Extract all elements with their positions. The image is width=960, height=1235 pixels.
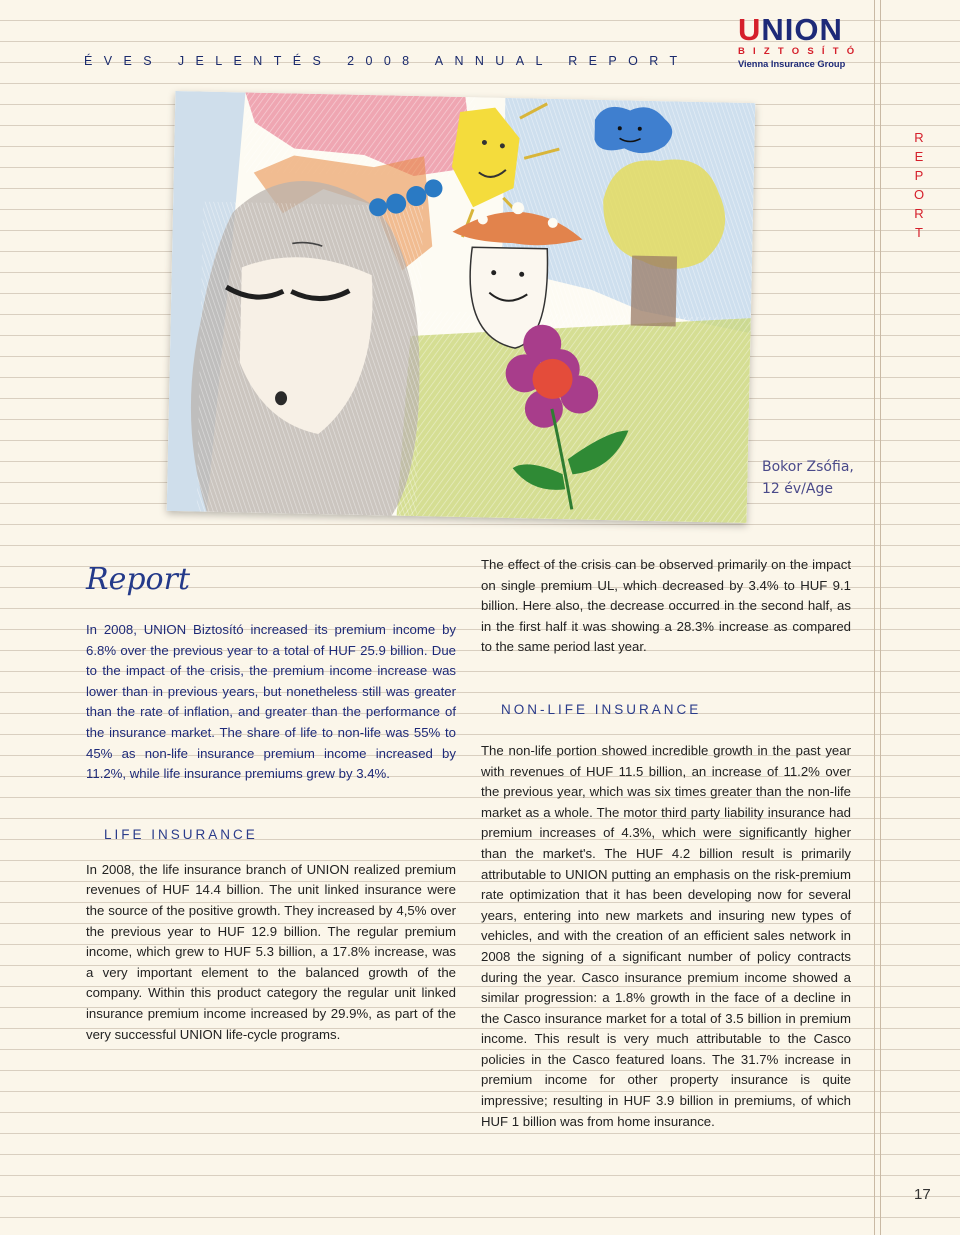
report-heading: Report: [86, 562, 191, 597]
life-insurance-paragraph: In 2008, the life insurance branch of UNION realized premium revenues of HUF 14.4 billion. The unit linked insurance were the source of the positive growth. They increased by 4,5% over the previous year to HUF 12.9 billion. The regular premium income, which grew to HUF 5.3 billion, a 17.8% increase, was a very important element to the balanced growth of the company. Within this product category the regular unit linked insurance premium income increased by 29.9%, as part of the very successful UNION life-cycle programs.: [86, 861, 456, 1042]
side-section-label: [912, 128, 926, 242]
union-logo: [738, 12, 863, 71]
side-label-letter: R: [914, 206, 924, 221]
page-margin-line: [874, 0, 875, 1235]
life-insurance-heading: LIFE INSURANCE: [104, 826, 258, 842]
logo-biztosito: BIZTOSÍTÓ: [738, 46, 863, 57]
spacer: [86, 842, 456, 860]
child-drawing-illustration: [167, 91, 756, 523]
non-life-insurance-heading: NON-LIFE INSURANCE: [501, 701, 702, 717]
non-life-insurance-paragraph: The non-life portion showed incredible growth in the past year with revenues of HUF 11.5 billion, an increase of 11.2% over the previous year, which was six times greater than the non-life market as a whole. The motor third party liability insurance had premium increases of 4.3%, which were significantly higher than the market's. The HUF 4.2 billion result is primarily attributable to UNION putting an emphasis on the risk-premium rate optimization that it has been developing now for several years, entering into new markets and insuring new types of vehicles, and with the creation of an efficient sales network in 2008 the signing of a significant number of policy contracts during the year. Casco insurance premium income showed a similar progression: a 1.8% growth in the face of a decline in the Casco insurance market for a total of 3.5 billion in premium income. This result is very much attributable to the Casco policies in the Casco featured loans. The 31.7% increase in premium income for other property insurance is quite impressive; resulting in HUF 3.9 billion in premiums, of which HUF 1 billion was from home insurance.: [481, 742, 851, 1129]
page-number: 17: [914, 1186, 931, 1203]
side-label-letter: P: [914, 168, 924, 183]
side-label-letter: O: [913, 187, 925, 202]
spacer: [481, 658, 851, 702]
side-label-letter: T: [915, 225, 923, 240]
report-intro-paragraph: In 2008, UNION Biztosító increased its premium income by 6.8% over the previous year to a total of HUF 25.9 billion. Due to the impact of the crisis, the premium income increase was lower than in previous years, but nonetheless still was greater than the rate of inflation, and greater than the performance of the insurance market. The share of life to non-life was 55% to 45% as non-life insurance premium income increased by 11.2%, while life insurance premiums grew by 3.4%.: [86, 622, 456, 782]
page-margin-line: [880, 0, 881, 1235]
logo-union-wordmark: UNION: [738, 12, 843, 47]
drawing-artwork: [167, 91, 756, 523]
report-header-title: ÉVES JELENTÉS 2008 ANNUAL REPORT: [84, 54, 689, 68]
spacer: [86, 785, 456, 827]
logo-vienna-insurance-group: Vienna Insurance Group: [738, 59, 846, 69]
left-column: [86, 560, 456, 1045]
right-column: [481, 555, 851, 1132]
spacer: [481, 717, 851, 741]
side-label-letter: R: [914, 130, 924, 145]
drawing-signature: [762, 456, 854, 500]
side-label-letter: E: [914, 149, 924, 164]
crisis-effect-paragraph: The effect of the crisis can be observed primarily on the impact on single premium UL, which decreased by 3.4% to HUF 9.1 billion. Here also, the decrease occurred in the second half, as in the first half it was showing a 28.3% increase as compared to the same period last year.: [481, 557, 851, 655]
signature-name: Bokor Zsófia,: [762, 459, 854, 475]
signature-age: 12 év/Age: [762, 481, 833, 497]
